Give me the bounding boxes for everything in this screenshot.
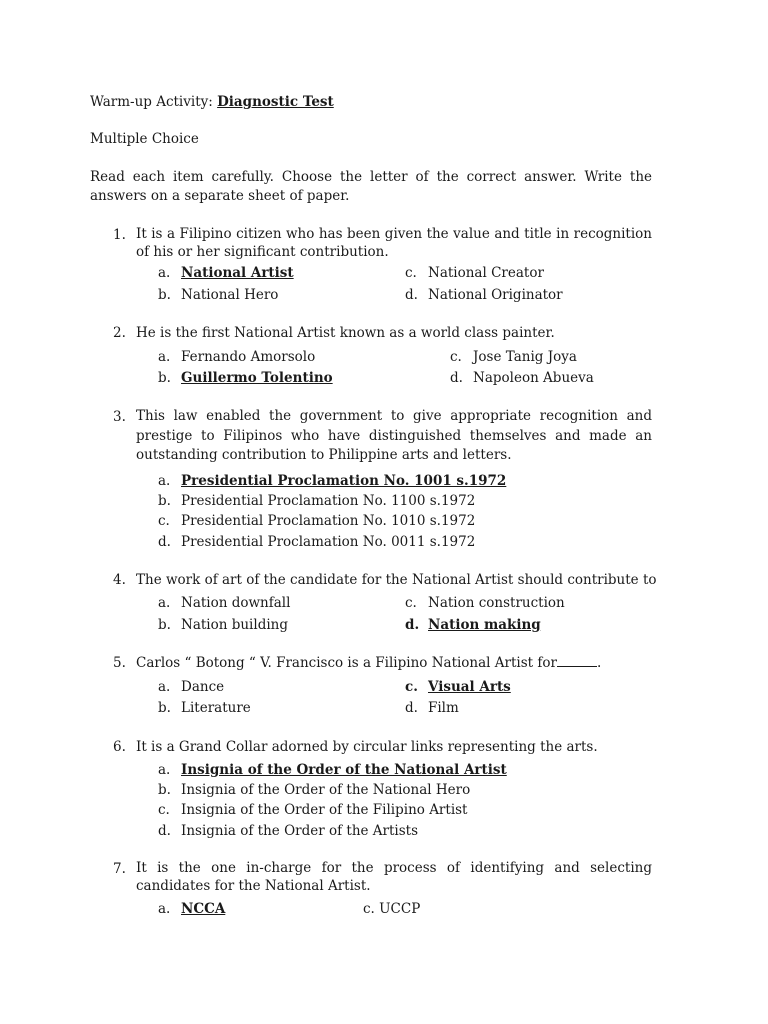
option: a. National Artist xyxy=(158,265,294,281)
option: a. Dance xyxy=(158,679,225,695)
option: b. Guillermo Tolentino xyxy=(158,369,369,387)
instructions: Read each item carefully. Choose the letter of the correct answer. Write the answers on a separate sheet of paper. xyxy=(90,169,652,204)
option: a. Fernando Amorsolo xyxy=(158,349,316,365)
correct-answer: Presidential Proclamation No. 1001 s.1972 xyxy=(181,473,507,489)
option: d. Insignia of the Order of the Artists xyxy=(158,823,419,839)
question-number: 7. xyxy=(113,861,126,877)
correct-answer: Guillermo Tolentino xyxy=(181,370,333,386)
option: d. Presidential Proclamation No. 0011 s.1972 xyxy=(158,534,476,550)
correct-answer: Insignia of the Order of the National Artist xyxy=(181,762,507,778)
section-label: Multiple Choice xyxy=(90,131,199,147)
question-stem: The work of art of the candidate for the National Artist should contribute to xyxy=(136,572,657,588)
question-stem: It is the one in-charge for the process of identifying and selecting candidates for the National Artist. xyxy=(136,860,652,894)
question-stem: He is the first National Artist known as a world class painter. xyxy=(136,325,555,341)
option: c. National Creator xyxy=(405,265,544,281)
option: a. NCCA xyxy=(158,901,226,917)
correct-answer: National Artist xyxy=(181,265,294,281)
option: c. Insignia of the Order of the Filipino Artist xyxy=(158,802,468,818)
option: c. Nation construction xyxy=(405,595,565,611)
option: a. Presidential Proclamation No. 1001 s.1972 xyxy=(158,473,507,489)
option: d. National Originator xyxy=(405,287,563,303)
option: d. Film xyxy=(405,700,459,716)
question-number: 4. xyxy=(113,572,126,588)
activity-title: Diagnostic Test xyxy=(217,94,334,110)
question-number: 2. xyxy=(113,325,126,341)
question-stem: This law enabled the government to give appropriate recognition and prestige to Filipinos who have distinguished themselves and made an outstanding contribution to Philippine arts and letters. xyxy=(136,408,652,463)
correct-answer: NCCA xyxy=(181,901,226,917)
activity-heading xyxy=(90,93,334,111)
question-number: 6. xyxy=(113,739,126,755)
correct-answer: c. Visual Arts xyxy=(405,679,511,695)
question-stem: It is a Grand Collar adorned by circular links representing the arts. xyxy=(136,739,598,755)
question-number: 5. xyxy=(113,655,126,671)
option: a. Nation downfall xyxy=(158,595,291,611)
correct-answer: d. Nation making xyxy=(405,617,541,633)
question-number: 3. xyxy=(113,409,126,425)
question-number: 1. xyxy=(113,227,126,243)
question-stem: Carlos “ Botong “ V. Francisco is a Filipino National Artist for . xyxy=(136,655,602,671)
option: d. Napoleon Abueva xyxy=(450,370,594,386)
option: b. Nation building xyxy=(158,617,288,633)
option: b. National Hero xyxy=(158,287,279,303)
option: a. Insignia of the Order of the National Artist xyxy=(158,762,507,778)
option: b. Presidential Proclamation No. 1100 s.1972 xyxy=(158,493,476,509)
option: c. UCCP xyxy=(363,901,421,917)
option: c. Presidential Proclamation No. 1010 s.1972 xyxy=(158,513,476,529)
option: c. Jose Tanig Joya xyxy=(450,349,577,365)
option: b. Literature xyxy=(158,700,251,716)
answer-blank xyxy=(557,654,597,667)
option: b. Insignia of the Order of the National Hero xyxy=(158,782,471,798)
activity-prefix: Warm-up Activity: xyxy=(90,94,218,110)
question-stem: It is a Filipino citizen who has been given the value and title in recognition of his or her significant contribution. xyxy=(136,226,652,260)
